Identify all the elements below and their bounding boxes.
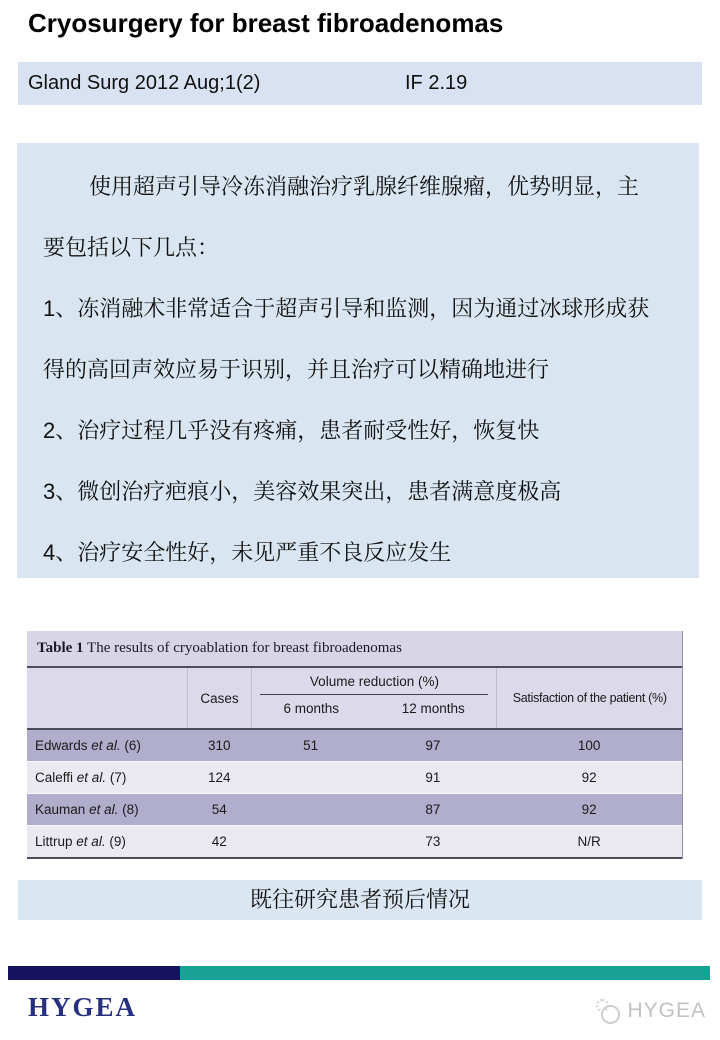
cell-satisfaction: 100 <box>577 738 601 753</box>
summary-line: 1、冻消融术非常适合于超声引导和监测，因为通过冰球形成获 <box>43 296 650 321</box>
journal-citation-bar <box>18 62 702 105</box>
table-row <box>27 761 682 793</box>
cell-satisfaction: N/R <box>577 834 601 849</box>
summary-box <box>17 143 699 578</box>
cell-cases: 310 <box>207 738 231 753</box>
cell-author: Kauman et al. (8) <box>35 802 139 817</box>
table-title-number: Table 1 <box>37 640 84 656</box>
cell-cases: 42 <box>211 834 227 849</box>
et-al-label: et al. <box>76 834 106 849</box>
header-6-months: 6 months <box>283 701 339 716</box>
table-header-row <box>27 668 682 730</box>
header-volume-reduction-group <box>251 668 496 728</box>
cell-author: Caleffi et al. (7) <box>35 770 127 785</box>
watermark-text: HYGEA <box>627 999 706 1022</box>
cell-author: Edwards et al. (6) <box>35 738 141 753</box>
header-cases: Cases <box>187 668 252 728</box>
et-al-label: et al. <box>91 738 121 753</box>
results-table <box>27 631 683 859</box>
cell-satisfaction: 92 <box>581 770 597 785</box>
et-al-label: et al. <box>89 802 119 817</box>
cell-12-months: 87 <box>425 802 441 817</box>
table-row <box>27 825 682 857</box>
cell-author: Littrup et al. (9) <box>35 834 126 849</box>
cell-12-months: 97 <box>425 738 441 753</box>
cell-cases: 124 <box>207 770 231 785</box>
table-title <box>27 631 682 668</box>
journal-citation-text: Gland Surg 2012 Aug;1(2) <box>28 72 261 94</box>
table-row <box>27 793 682 825</box>
table-row <box>27 730 682 761</box>
watermark-logo <box>595 998 706 1024</box>
header-author-column <box>27 668 187 728</box>
brand-logo-text: HYGEA <box>28 992 138 1022</box>
summary-line: 2、治疗过程几乎没有疼痛，患者耐受性好，恢复快 <box>43 418 540 443</box>
hygea-emblem-icon <box>595 998 621 1024</box>
summary-line: 要包括以下几点： <box>43 235 220 260</box>
header-satisfaction: Satisfaction of the patient (%) <box>496 668 682 728</box>
footer-navy-bar <box>8 966 180 980</box>
header-volume-reduction: Volume reduction (%) <box>260 674 488 695</box>
summary-line: 4、治疗安全性好，未见严重不良反应发生 <box>43 540 452 565</box>
page-title: Cryosurgery for breast fibroadenomas <box>28 8 504 38</box>
header-12-months: 12 months <box>401 701 465 716</box>
impact-factor-text: IF 2.19 <box>405 72 468 94</box>
cell-satisfaction: 92 <box>581 802 597 817</box>
table-body <box>27 730 682 859</box>
et-al-label: et al. <box>76 770 107 785</box>
cell-6-months: 51 <box>303 738 319 753</box>
footer-teal-bar <box>180 966 710 980</box>
cell-cases: 54 <box>211 802 227 817</box>
cell-12-months: 73 <box>425 834 441 849</box>
summary-line: 得的高回声效应易于识别，并且治疗可以精确地进行 <box>43 357 550 382</box>
cell-12-months: 91 <box>425 770 441 785</box>
summary-line: 3、微创治疗疤痕小，美容效果突出，患者满意度极高 <box>43 479 562 504</box>
summary-line: 使用超声引导冷冻消融治疗乳腺纤维腺瘤，优势明显，主 <box>89 174 640 199</box>
table-caption-bar: 既往研究患者预后情况 <box>18 880 702 920</box>
table-title-text: The results of cryoablation for breast fibroadenomas <box>83 640 402 656</box>
